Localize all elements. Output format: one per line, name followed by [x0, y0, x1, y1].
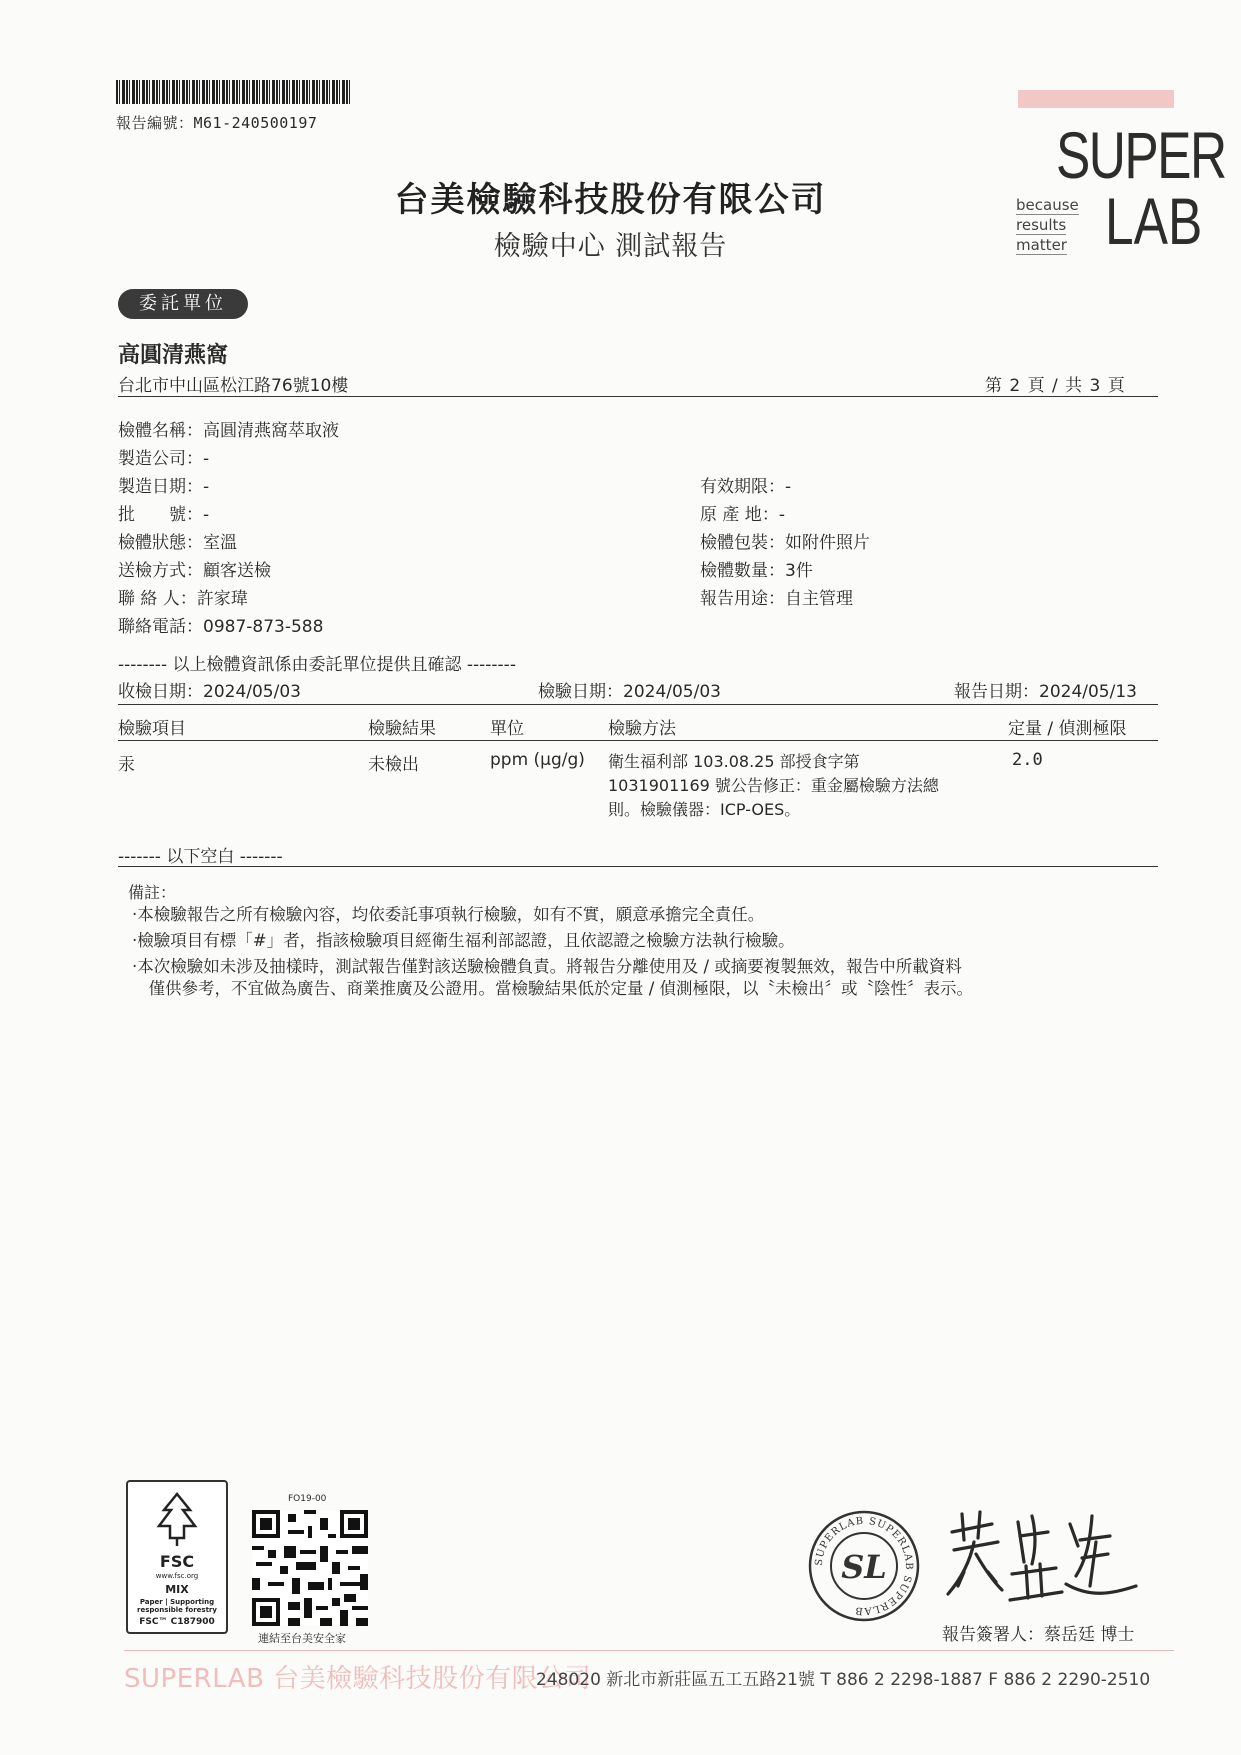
note-item: ‧本檢驗報告之所有檢驗內容，均依委託事項執行檢驗，如有不實，願意承擔完全責任。: [132, 905, 765, 924]
note-item: 僅供參考，不宜做為廣告、商業推廣及公證用。當檢驗結果低於定量 / 偵測極限，以〝未檢出〞或〝陰性〞表示。: [132, 979, 974, 998]
sample-field: 檢體名稱：高圓清燕窩萃取液: [118, 421, 339, 441]
report-subtitle: 檢驗中心 測試報告: [493, 231, 728, 262]
superlab-seal-icon: [808, 1510, 920, 1622]
tested-date: 檢驗日期：2024/05/03: [538, 682, 721, 702]
divider: [118, 396, 1158, 397]
sample-field: 有效期限：-: [700, 477, 792, 497]
sample-field: 報告用途：自主管理: [700, 589, 853, 609]
sample-field: 檢體數量：3件: [700, 561, 813, 581]
logo-tagline-1: because: [1016, 196, 1079, 214]
table-cell-unit: ppm (μg/g): [490, 750, 585, 770]
seal-initials: SL: [841, 1548, 887, 1586]
blank-note: ------- 以下空白 -------: [118, 847, 283, 867]
report-number: 報告編號：M61-240500197: [116, 114, 318, 132]
method-line: 則。檢驗儀器：ICP-OES。: [608, 800, 801, 819]
sample-field: 製造日期：-: [118, 477, 210, 497]
fsc-desc: Paper | Supporting: [139, 1598, 215, 1606]
table-header: 檢驗項目: [118, 719, 186, 739]
handwritten-signature: [940, 1502, 1140, 1612]
logo-accent-bar: [1018, 90, 1174, 108]
report-signer: 報告簽署人：蔡岳廷 博士: [942, 1625, 1135, 1645]
note-item: ‧本次檢驗如未涉及抽樣時，測試報告僅對該送驗檢體負責。將報告分離使用及 / 或摘要複製無效，報告中所載資料: [132, 957, 962, 976]
footer-address: 248020 新北市新莊區五工五路21號 T 886 2 2298-1887 F 886 2 2290-2510: [536, 1670, 1151, 1690]
notes-title: 備註：: [128, 883, 177, 902]
sample-field: 批 號：-: [118, 505, 210, 525]
table-header: 單位: [490, 719, 524, 739]
logo-tagline-3: matter: [1016, 236, 1067, 254]
sample-field: 送檢方式：顧客送檢: [118, 561, 271, 581]
fsc-site: www.fsc.org: [155, 1572, 199, 1580]
table-header-rule: [118, 740, 1158, 741]
qr-caption: 連結至台美安全家: [258, 1632, 346, 1645]
fsc-mix: MIX: [165, 1583, 189, 1596]
seal-ring-text: SUPERLAB SUPERLAB SUPERLAB: [813, 1515, 915, 1617]
sample-field: 原 產 地：-: [700, 505, 785, 525]
table-cell-limit: 2.0: [1012, 750, 1043, 770]
page-number: 第 2 頁 / 共 3 頁: [985, 376, 1126, 396]
client-section-label: 委託單位: [118, 289, 248, 319]
company-title: 台美檢驗科技股份有限公司: [394, 180, 827, 220]
footer-rule: [124, 1650, 1174, 1651]
fsc-badge: [126, 1480, 228, 1634]
logo-tagline-2: results: [1016, 216, 1067, 234]
barcode: [116, 80, 352, 104]
table-top-rule: [118, 704, 1158, 705]
qr-code-icon[interactable]: [252, 1510, 368, 1626]
note-item: ‧檢驗項目有標「#」者，指該檢驗項目經衛生福利部認證，且依認證之檢驗方法執行檢驗。: [132, 931, 795, 950]
received-date: 收檢日期：2024/05/03: [118, 682, 301, 702]
table-cell-result: 未檢出: [368, 755, 419, 775]
table-bottom-rule: [118, 866, 1158, 867]
table-header: 檢驗結果: [368, 719, 436, 739]
qr-code-label: FO19-00: [288, 1494, 327, 1504]
table-header: 檢驗方法: [608, 719, 676, 739]
footer-brand: SUPERLAB 台美檢驗科技股份有限公司: [124, 1664, 592, 1694]
client-address: 台北市中山區松江路76號10樓: [118, 376, 349, 396]
sample-field: 聯 絡 人：許家瑋: [118, 589, 248, 609]
reported-date: 報告日期：2024/05/13: [954, 682, 1137, 702]
logo-lab: LAB: [1105, 184, 1203, 258]
table-cell-method: [608, 750, 988, 822]
fsc-brand: FSC: [159, 1552, 195, 1571]
sample-info-note: -------- 以上檢體資訊係由委託單位提供且確認 --------: [118, 655, 516, 675]
table-cell-item: 汞: [118, 755, 135, 775]
sample-field: 製造公司：-: [118, 449, 210, 469]
sample-field: 聯絡電話：0987-873-588: [118, 617, 324, 637]
logo-super: SUPER: [1056, 118, 1226, 192]
table-header: 定量 / 偵測極限: [1008, 719, 1127, 739]
method-line: 衛生福利部 103.08.25 部授食字第: [608, 752, 860, 771]
sample-field: 檢體包裝：如附件照片: [700, 533, 870, 553]
method-line: 1031901169 號公告修正：重金屬檢驗方法總: [608, 776, 939, 795]
fsc-code: FSC™ C187900: [139, 1617, 215, 1627]
client-name: 高圓清燕窩: [118, 343, 229, 368]
fsc-tree-icon: [128, 1488, 226, 1550]
sample-field: 檢體狀態：室溫: [118, 533, 237, 553]
fsc-desc: responsible forestry: [137, 1606, 217, 1614]
